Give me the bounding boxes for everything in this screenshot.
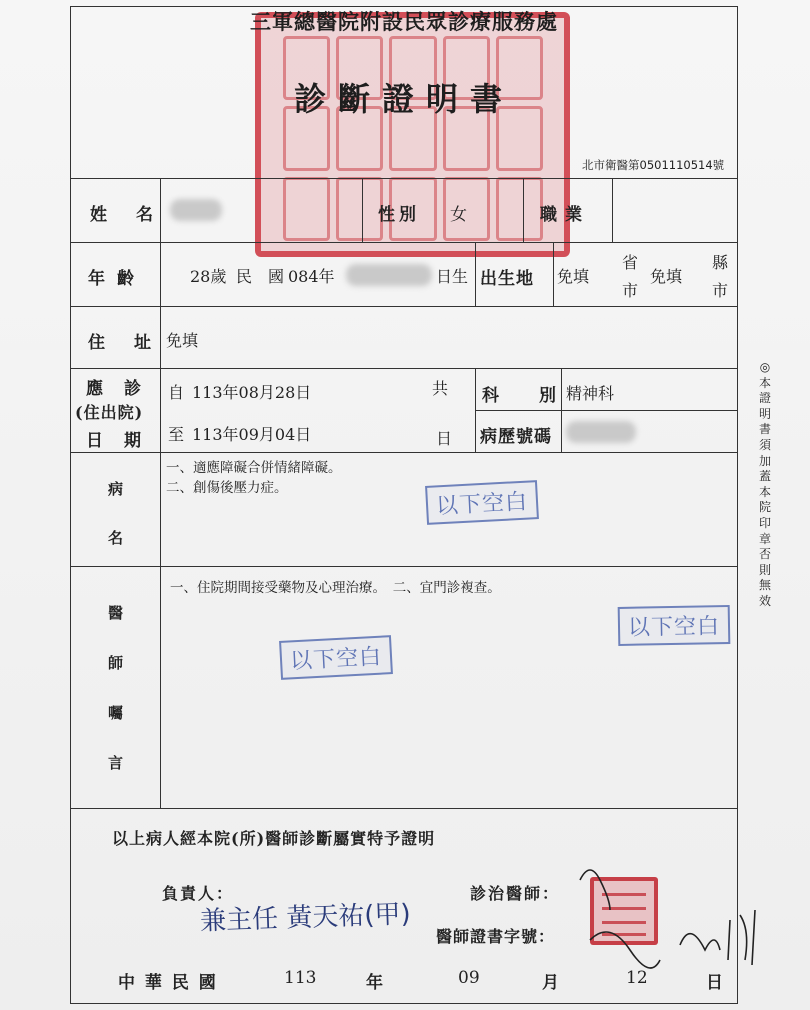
record-number-label: 病歷號碼 <box>480 427 552 447</box>
era-label: 民 國 <box>236 267 285 286</box>
age-value: 28歲 <box>190 267 227 286</box>
advice-label-1: 醫 <box>108 604 124 622</box>
day-label-footer: 日 <box>706 973 729 993</box>
month-label: 月 <box>542 973 565 993</box>
birth-suffix: 日生 <box>436 267 469 286</box>
birth-year: 084年 <box>288 267 335 286</box>
city-label: 市 <box>622 281 639 300</box>
birthplace-label: 出生地 <box>480 269 534 289</box>
address-label: 住 址 <box>88 333 157 353</box>
to-date: 113年09月04日 <box>192 425 312 444</box>
occupation-label: 職業 <box>540 205 590 225</box>
county-value: 免填 <box>650 267 683 286</box>
blank-below-stamp-advice-right: 以下空白 <box>618 605 731 646</box>
age-label: 年齡 <box>88 269 146 289</box>
certificate-number-label: 醫師證書字號： <box>436 927 556 946</box>
advice-label-2: 師 <box>108 654 124 672</box>
advice-label-4: 言 <box>108 754 124 772</box>
address-value: 免填 <box>166 331 199 350</box>
responsible-label: 負責人： <box>162 884 235 903</box>
doctor-label: 診治醫師： <box>470 884 561 903</box>
blank-below-stamp-diagnosis: 以下空白 <box>425 480 539 525</box>
validity-note: ◎本證明書須加蓋本院印章否則無效 <box>758 360 771 608</box>
department-value: 精神科 <box>566 384 615 403</box>
department-label: 科 別 <box>482 386 558 406</box>
name-label: 姓 名 <box>90 205 159 225</box>
date-day: 12 <box>626 968 648 988</box>
redacted-name <box>170 199 222 221</box>
redacted-record-number <box>566 421 636 443</box>
visit-label-3: 日 期 <box>86 431 143 451</box>
to-prefix: 至 <box>168 425 185 444</box>
diagnosis-item-1: 一、適應障礙合併情緒障礙。 <box>166 460 342 476</box>
diagnosis-label-1: 病 <box>108 480 124 498</box>
from-date: 113年08月28日 <box>192 383 312 402</box>
sex-label: 性別 <box>378 205 420 225</box>
birthplace-value: 免填 <box>557 267 590 286</box>
responsible-signature: 兼主任 黃天祐(甲) <box>199 899 412 937</box>
advice-text: 一、住院期間接受藥物及心理治療。 二、宜門診複查。 <box>170 580 501 596</box>
document-title: 診斷證明書 <box>293 80 514 118</box>
diagnosis-label-2: 名 <box>108 529 124 547</box>
sex-value: 女 <box>450 205 467 225</box>
date-era: 中 華 民 國 <box>118 973 218 993</box>
year-label: 年 <box>366 973 389 993</box>
doctor-signature <box>570 850 780 980</box>
license-number: 北市衛醫第0501110514號 <box>582 158 725 172</box>
visit-label-2: (住出院) <box>75 403 144 422</box>
blank-below-stamp-advice-left: 以下空白 <box>279 635 393 680</box>
day-label: 日 <box>436 429 453 448</box>
redacted-birthdate <box>346 264 432 286</box>
date-month: 09 <box>458 968 480 988</box>
city2-label: 市 <box>712 281 729 300</box>
visit-label-1: 應 診 <box>86 379 143 399</box>
total-label: 共 <box>432 379 449 398</box>
date-year: 113 <box>284 968 317 988</box>
diagnosis-item-2: 二、創傷後壓力症。 <box>166 480 288 496</box>
from-prefix: 自 <box>168 383 185 402</box>
province-label: 省 <box>622 253 639 272</box>
advice-label-3: 囑 <box>108 704 124 722</box>
certify-statement: 以上病人經本院(所)醫師診斷屬實特予證明 <box>112 829 436 848</box>
county-label: 縣 <box>712 253 729 272</box>
organization-name: 三軍總醫院附設民眾診療服務處 <box>250 9 558 34</box>
